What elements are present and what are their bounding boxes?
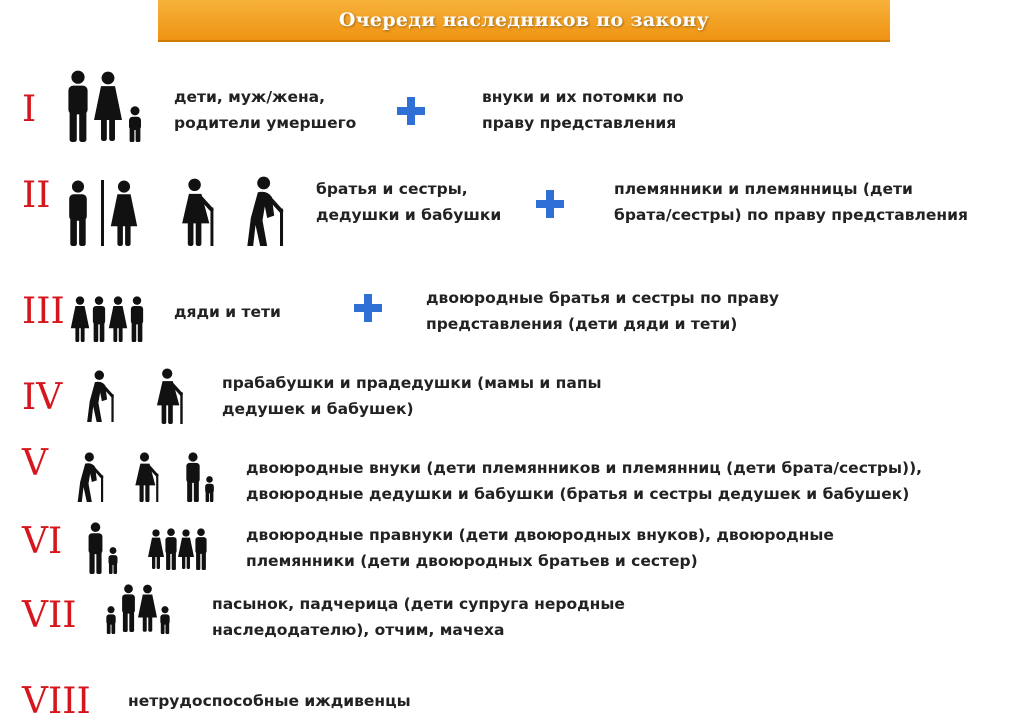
row-3-extra-line-1: двоюродные братья и сестры по праву xyxy=(426,289,780,307)
plus-icon xyxy=(395,95,427,127)
row-8-main-line-1: нетрудоспособные иждивенцы xyxy=(128,692,411,710)
row-1-main-line-1: дети, муж/жена, xyxy=(174,88,326,106)
row-7-main xyxy=(212,591,625,643)
row-6-main-line-1: двоюродные правнуки (дети двоюродных внуков), двоюродные xyxy=(246,526,834,544)
row-2-main-line-2: дедушки и бабушки xyxy=(316,206,502,224)
row-4-main-line-2: дедушек и бабушек) xyxy=(222,400,414,418)
row-2-main xyxy=(316,176,501,228)
numeral-8: VIII xyxy=(22,681,91,722)
title-banner xyxy=(158,0,890,42)
grandfather-icon xyxy=(74,452,108,502)
row-4-main-line-1: прабабушки и прадедушки (мамы и папы xyxy=(222,374,602,392)
man-woman-icon xyxy=(66,180,142,246)
four-people-icon xyxy=(148,528,210,570)
numeral-4: IV xyxy=(22,377,63,418)
row-3-extra xyxy=(426,285,779,337)
numeral-7: VII xyxy=(22,595,77,636)
row-1-main-line-2: родители умершего xyxy=(174,114,357,132)
grandfather-icon xyxy=(244,176,288,246)
numeral-1: I xyxy=(22,89,37,130)
family-icon xyxy=(66,70,146,142)
adult-child-icon xyxy=(86,522,122,574)
row-7-main-line-1: пасынок, падчерица (дети супруга неродные xyxy=(212,595,625,613)
grandmother-icon xyxy=(130,452,164,502)
row-3-main-line-1: дяди и тети xyxy=(174,303,281,321)
row-5-main xyxy=(246,455,922,507)
blended-family-icon xyxy=(104,584,174,634)
row-2-extra-line-1: племянники и племянницы (дети xyxy=(614,180,913,198)
row-2-extra-line-2: брата/сестры) по праву представления xyxy=(614,206,968,224)
row-8-main xyxy=(128,688,411,714)
plus-icon xyxy=(352,292,384,324)
numeral-5: V xyxy=(22,443,48,484)
row-1-extra-line-2: праву представления xyxy=(482,114,677,132)
row-5-main-line-1: двоюродные внуки (дети племянников и племянниц (дети брата/сестры)), xyxy=(246,459,923,477)
four-people-icon xyxy=(70,296,148,342)
row-4-main xyxy=(222,370,602,422)
grandmother-icon xyxy=(152,368,188,424)
row-1-extra xyxy=(482,84,684,136)
row-2-extra xyxy=(614,176,968,228)
row-3-main xyxy=(174,299,281,325)
grandfather-icon xyxy=(84,370,118,422)
row-6-main xyxy=(246,522,834,574)
numeral-3: III xyxy=(22,291,65,332)
page-title: Очереди наследников по закону xyxy=(338,9,710,31)
numeral-6: VI xyxy=(22,521,63,562)
row-1-extra-line-1: внуки и их потомки по xyxy=(482,88,684,106)
plus-icon xyxy=(534,188,566,220)
numeral-2: II xyxy=(22,175,51,216)
adult-child-icon xyxy=(184,452,218,502)
row-1-main xyxy=(174,84,356,136)
row-7-main-line-2: наследодателю), отчим, мачеха xyxy=(212,621,505,639)
row-3-extra-line-2: представления (дети дяди и тети) xyxy=(426,315,738,333)
row-5-main-line-2: двоюродные дедушки и бабушки (братья и сестры дедушек и бабушек) xyxy=(246,485,910,503)
grandmother-icon xyxy=(176,178,220,246)
row-6-main-line-2: племянники (дети двоюродных братьев и сестер) xyxy=(246,552,698,570)
row-2-main-line-1: братья и сестры, xyxy=(316,180,468,198)
